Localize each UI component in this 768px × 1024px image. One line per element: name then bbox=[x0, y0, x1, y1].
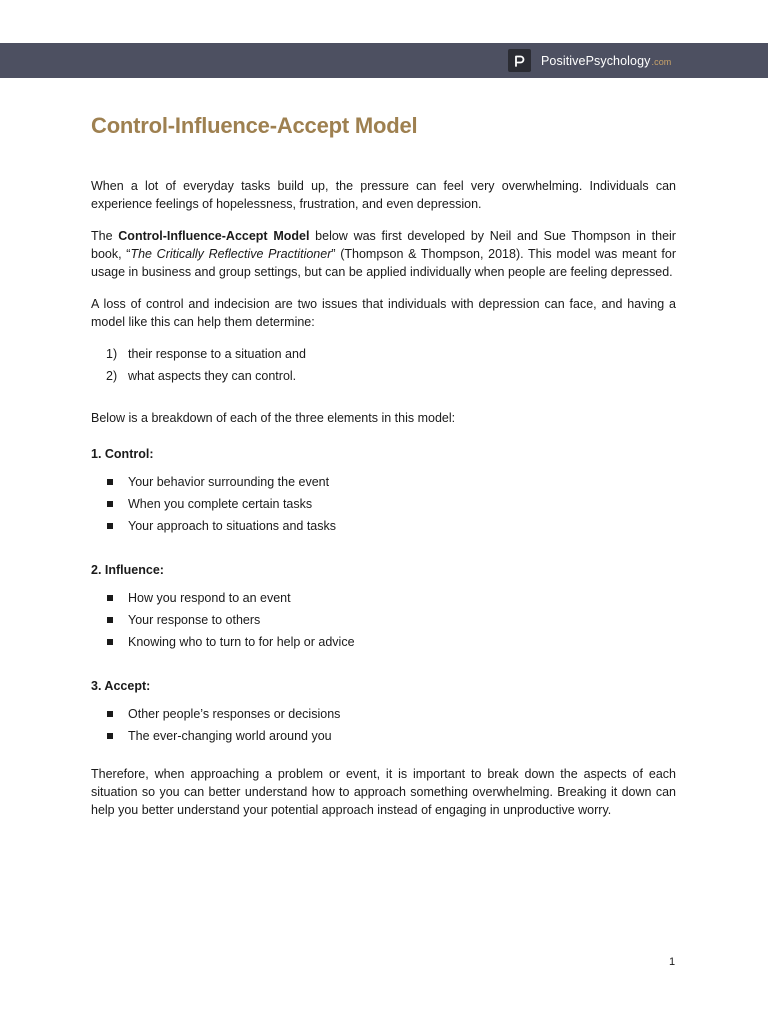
bullet-item bbox=[91, 611, 676, 629]
section-control bbox=[91, 445, 676, 535]
para2-suffix: ” (Thompson & Thompson, 2018). This model was meant for usage in business and group settings, but can be applied individually when people are feeling depressed. bbox=[91, 247, 677, 279]
model-origin-paragraph bbox=[91, 227, 676, 281]
bullet-item bbox=[91, 705, 676, 723]
conclusion-paragraph: Therefore, when approaching a problem or event, it is important to break down the aspects of each situation so you can better understand how to approach something overwhelming. Breaking it down can help you better understand your potential approach instead of engaging in unproductive worry. bbox=[91, 767, 676, 817]
numbered-item-number: 2) bbox=[106, 369, 118, 383]
bullet-text: Your behavior surrounding the event bbox=[128, 475, 330, 489]
numbered-item bbox=[91, 367, 676, 385]
bullet-text: The ever-changing world around you bbox=[128, 729, 332, 743]
section-accept bbox=[91, 677, 676, 745]
square-bullet-icon bbox=[107, 523, 113, 529]
bullet-text: Your approach to situations and tasks bbox=[128, 519, 337, 533]
p-logo-icon bbox=[508, 49, 531, 72]
square-bullet-icon bbox=[107, 479, 113, 485]
brand-link[interactable] bbox=[508, 49, 671, 72]
control-loss-paragraph: A loss of control and indecision are two issues that individuals with depression can face, and having a model like this can help them determine: bbox=[91, 297, 676, 329]
numbered-item-number: 1) bbox=[106, 347, 118, 361]
brand-tld: .com bbox=[651, 56, 672, 67]
square-bullet-icon bbox=[107, 733, 113, 739]
numbered-list bbox=[91, 345, 676, 385]
header-bar bbox=[0, 43, 768, 78]
bullet-item bbox=[91, 589, 676, 607]
breakdown-intro-paragraph: Below is a breakdown of each of the three elements in this model: bbox=[91, 411, 456, 425]
section-title: 1. Control: bbox=[91, 447, 154, 461]
bullet-text: How you respond to an event bbox=[128, 591, 291, 605]
document-body bbox=[91, 113, 676, 833]
page-title: Control-Influence-Accept Model bbox=[91, 113, 418, 138]
numbered-item-text: what aspects they can control. bbox=[128, 369, 297, 383]
bullet-item bbox=[91, 633, 676, 651]
model-name-bold: Control-Influence-Accept Model bbox=[118, 229, 310, 243]
bullet-text: When you complete certain tasks bbox=[128, 497, 313, 511]
bullet-item bbox=[91, 727, 676, 745]
bullet-text: Knowing who to turn to for help or advice bbox=[128, 635, 355, 649]
numbered-item-text: their response to a situation and bbox=[128, 347, 306, 361]
brand-name bbox=[541, 54, 671, 68]
bullet-item bbox=[91, 517, 676, 535]
square-bullet-icon bbox=[107, 501, 113, 507]
book-title-italic: The Critically Reflective Practitioner bbox=[130, 247, 332, 261]
brand-name-text: PositivePsychology bbox=[541, 53, 651, 68]
square-bullet-icon bbox=[107, 711, 113, 717]
bullet-item bbox=[91, 473, 676, 491]
bullet-list bbox=[91, 473, 676, 535]
para2-mid: below was first developed by Neil and Sue Thompson in their book, “ bbox=[91, 229, 676, 261]
numbered-item bbox=[91, 345, 676, 363]
para2-prefix: The bbox=[91, 229, 119, 243]
bullet-list bbox=[91, 705, 676, 745]
page-number: 1 bbox=[669, 956, 676, 968]
square-bullet-icon bbox=[107, 639, 113, 645]
bullet-list bbox=[91, 589, 676, 651]
intro-paragraph: When a lot of everyday tasks build up, the pressure can feel very overwhelming. Individuals can experience feelings of hopelessness, frustration, and even depression. bbox=[91, 179, 676, 211]
bullet-text: Your response to others bbox=[128, 613, 261, 627]
square-bullet-icon bbox=[107, 617, 113, 623]
bullet-item bbox=[91, 495, 676, 513]
section-title: 2. Influence: bbox=[91, 563, 164, 577]
square-bullet-icon bbox=[107, 595, 113, 601]
section-influence bbox=[91, 561, 676, 651]
section-title: 3. Accept: bbox=[91, 679, 151, 693]
bullet-text: Other people’s responses or decisions bbox=[128, 707, 341, 721]
